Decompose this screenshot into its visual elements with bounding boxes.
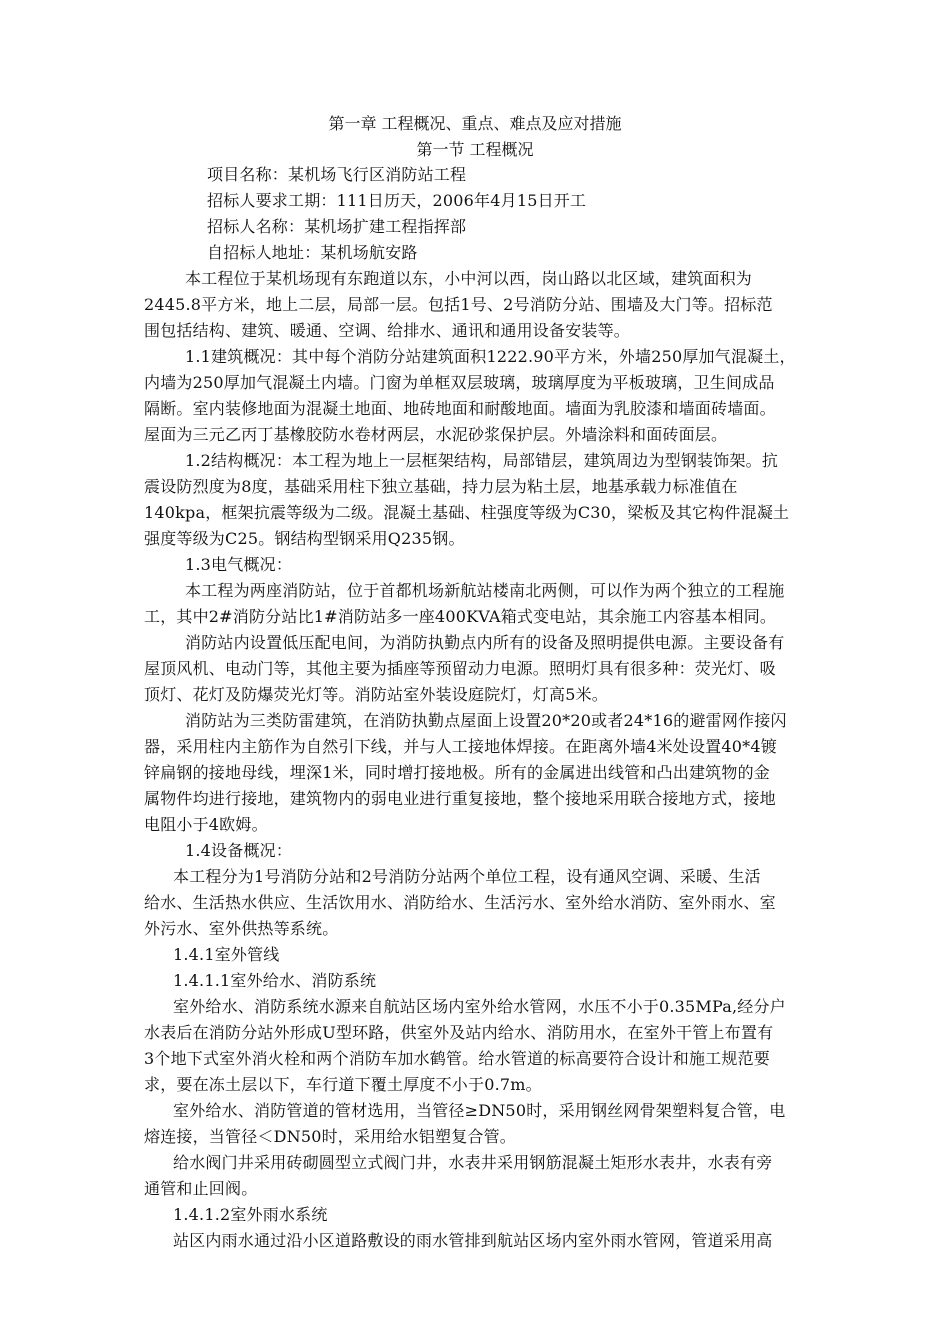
text-line: 1.4.1室外管线 xyxy=(173,945,280,964)
text-line: 内墙为250厚加气混凝土内墙。门窗为单框双层玻璃，玻璃厚度为平板玻璃，卫生间成品 xyxy=(144,373,775,392)
text-line: 站区内雨水通过沿小区道路敷设的雨水管排到航站区场内室外雨水管网，管道采用高 xyxy=(173,1231,773,1250)
text-line: 招标人名称：某机场扩建工程指挥部 xyxy=(207,217,467,236)
text-line: 给水阀门井采用砖砌圆型立式阀门井，水表井采用钢筋混凝土矩形水表井，水表有旁 xyxy=(173,1153,773,1172)
text-line: 本工程分为1号消防分站和2号消防分站两个单位工程，设有通风空调、采暖、生活 xyxy=(173,867,761,886)
text-line: 3个地下式室外消火栓和两个消防车加水鹤管。给水管道的标高要符合设计和施工规范要 xyxy=(144,1049,770,1068)
text-line: 电阻小于4欧姆。 xyxy=(144,815,268,834)
text-line: 1.2结构概况：本工程为地上一层框架结构，局部错层，建筑周边为型钢装饰架。抗 xyxy=(185,451,779,470)
text-line: 属物件均进行接地，建筑物内的弱电业进行重复接地，整个接地采用联合接地方式，接地 xyxy=(144,789,776,808)
text-line: 隔断。室内装修地面为混凝土地面、地砖地面和耐酸地面。墙面为乳胶漆和墙面砖墙面。 xyxy=(144,399,776,418)
text-line: 本工程为两座消防站，位于首都机场新航站楼南北两侧，可以作为两个独立的工程施 xyxy=(185,581,785,600)
text-line: 招标人要求工期：111日历天，2006年4月15日开工 xyxy=(207,191,587,210)
text-line: 围包括结构、建筑、暖通、空调、给排水、通讯和通用设备安装等。 xyxy=(144,321,631,340)
text-line: 水表后在消防分站外形成U型环路，供室外及站内给水、消防用水，在室外干管上布置有 xyxy=(144,1023,774,1042)
text-line: 熔连接，当管径＜DN50时，采用给水铝塑复合管。 xyxy=(144,1127,516,1146)
chapter-title: 第一章 工程概况、重点、难点及应对措施 xyxy=(328,114,622,133)
text-line: 器，采用柱内主筋作为自然引下线，并与人工接地体焊接。在距离外墙4米处设置40*4镀 xyxy=(144,737,777,756)
text-line: 室外给水、消防系统水源来自航站区场内室外给水管网，水压不小于0.35MPa,经分户 xyxy=(173,997,786,1016)
text-line: 140kpa，框架抗震等级为二级。混凝土基础、柱强度等级为C30，梁板及其它构件混凝土 xyxy=(144,503,790,522)
text-line: 外污水、室外供热等系统。 xyxy=(144,919,339,938)
text-line: 项目名称：某机场飞行区消防站工程 xyxy=(207,165,467,184)
text-line: 屋面为三元乙丙丁基橡胶防水卷材两层，水泥砂浆保护层。外墙涂料和面砖面层。 xyxy=(144,425,728,444)
text-line: 给水、生活热水供应、生活饮用水、消防给水、生活污水、室外给水消防、室外雨水、室 xyxy=(144,893,776,912)
text-line: 1.1建筑概况：其中每个消防分站建筑面积1222.90平方米，外墙250厚加气混凝土， xyxy=(185,347,796,366)
text-line: 工，其中2#消防分站比1#消防站多一座400KVA箱式变电站，其余施工内容基本相同。 xyxy=(144,607,777,626)
section-title: 第一节 工程概况 xyxy=(416,140,534,159)
text-line: 2445.8平方米，地上二层，局部一层。包括1号、2号消防分站、围墙及大门等。招标范 xyxy=(144,295,773,314)
text-line: 通管和止回阀。 xyxy=(144,1179,258,1198)
text-line: 1.3电气概况： xyxy=(185,555,293,574)
text-line: 消防站为三类防雷建筑，在消防执勤点屋面上设置20*20或者24*16的避雷网作接闪 xyxy=(185,711,787,730)
text-line: 锌扁钢的接地母线，埋深1米，同时增打接地极。所有的金属进出线管和凸出建筑物的金 xyxy=(144,763,770,782)
text-line: 强度等级为C25。钢结构型钢采用Q235钢。 xyxy=(144,529,465,548)
text-line: 室外给水、消防管道的管材选用，当管径≥DN50时，采用钢丝网骨架塑料复合管，电 xyxy=(173,1101,786,1120)
text-line: 求，要在冻土层以下，车行道下覆土厚度不小于0.7m。 xyxy=(144,1075,542,1094)
text-line: 屋顶风机、电动门等，其他主要为插座等预留动力电源。照明灯具有很多种：荧光灯、吸 xyxy=(144,659,776,678)
text-line: 1.4.1.2室外雨水系统 xyxy=(173,1205,328,1224)
text-line: 震设防烈度为8度，基础采用柱下独立基础，持力层为粘土层，地基承载力标准值在 xyxy=(144,477,738,496)
text-line: 自招标人地址：某机场航安路 xyxy=(207,243,418,262)
text-line: 1.4设备概况： xyxy=(185,841,293,860)
text-line: 本工程位于某机场现有东跑道以东，小中河以西，岗山路以北区域，建筑面积为 xyxy=(185,269,753,288)
text-line: 1.4.1.1室外给水、消防系统 xyxy=(173,971,377,990)
text-line: 顶灯、花灯及防爆荧光灯等。消防站室外装设庭院灯，灯高5米。 xyxy=(144,685,608,704)
text-line: 消防站内设置低压配电间，为消防执勤点内所有的设备及照明提供电源。主要设备有 xyxy=(185,633,785,652)
